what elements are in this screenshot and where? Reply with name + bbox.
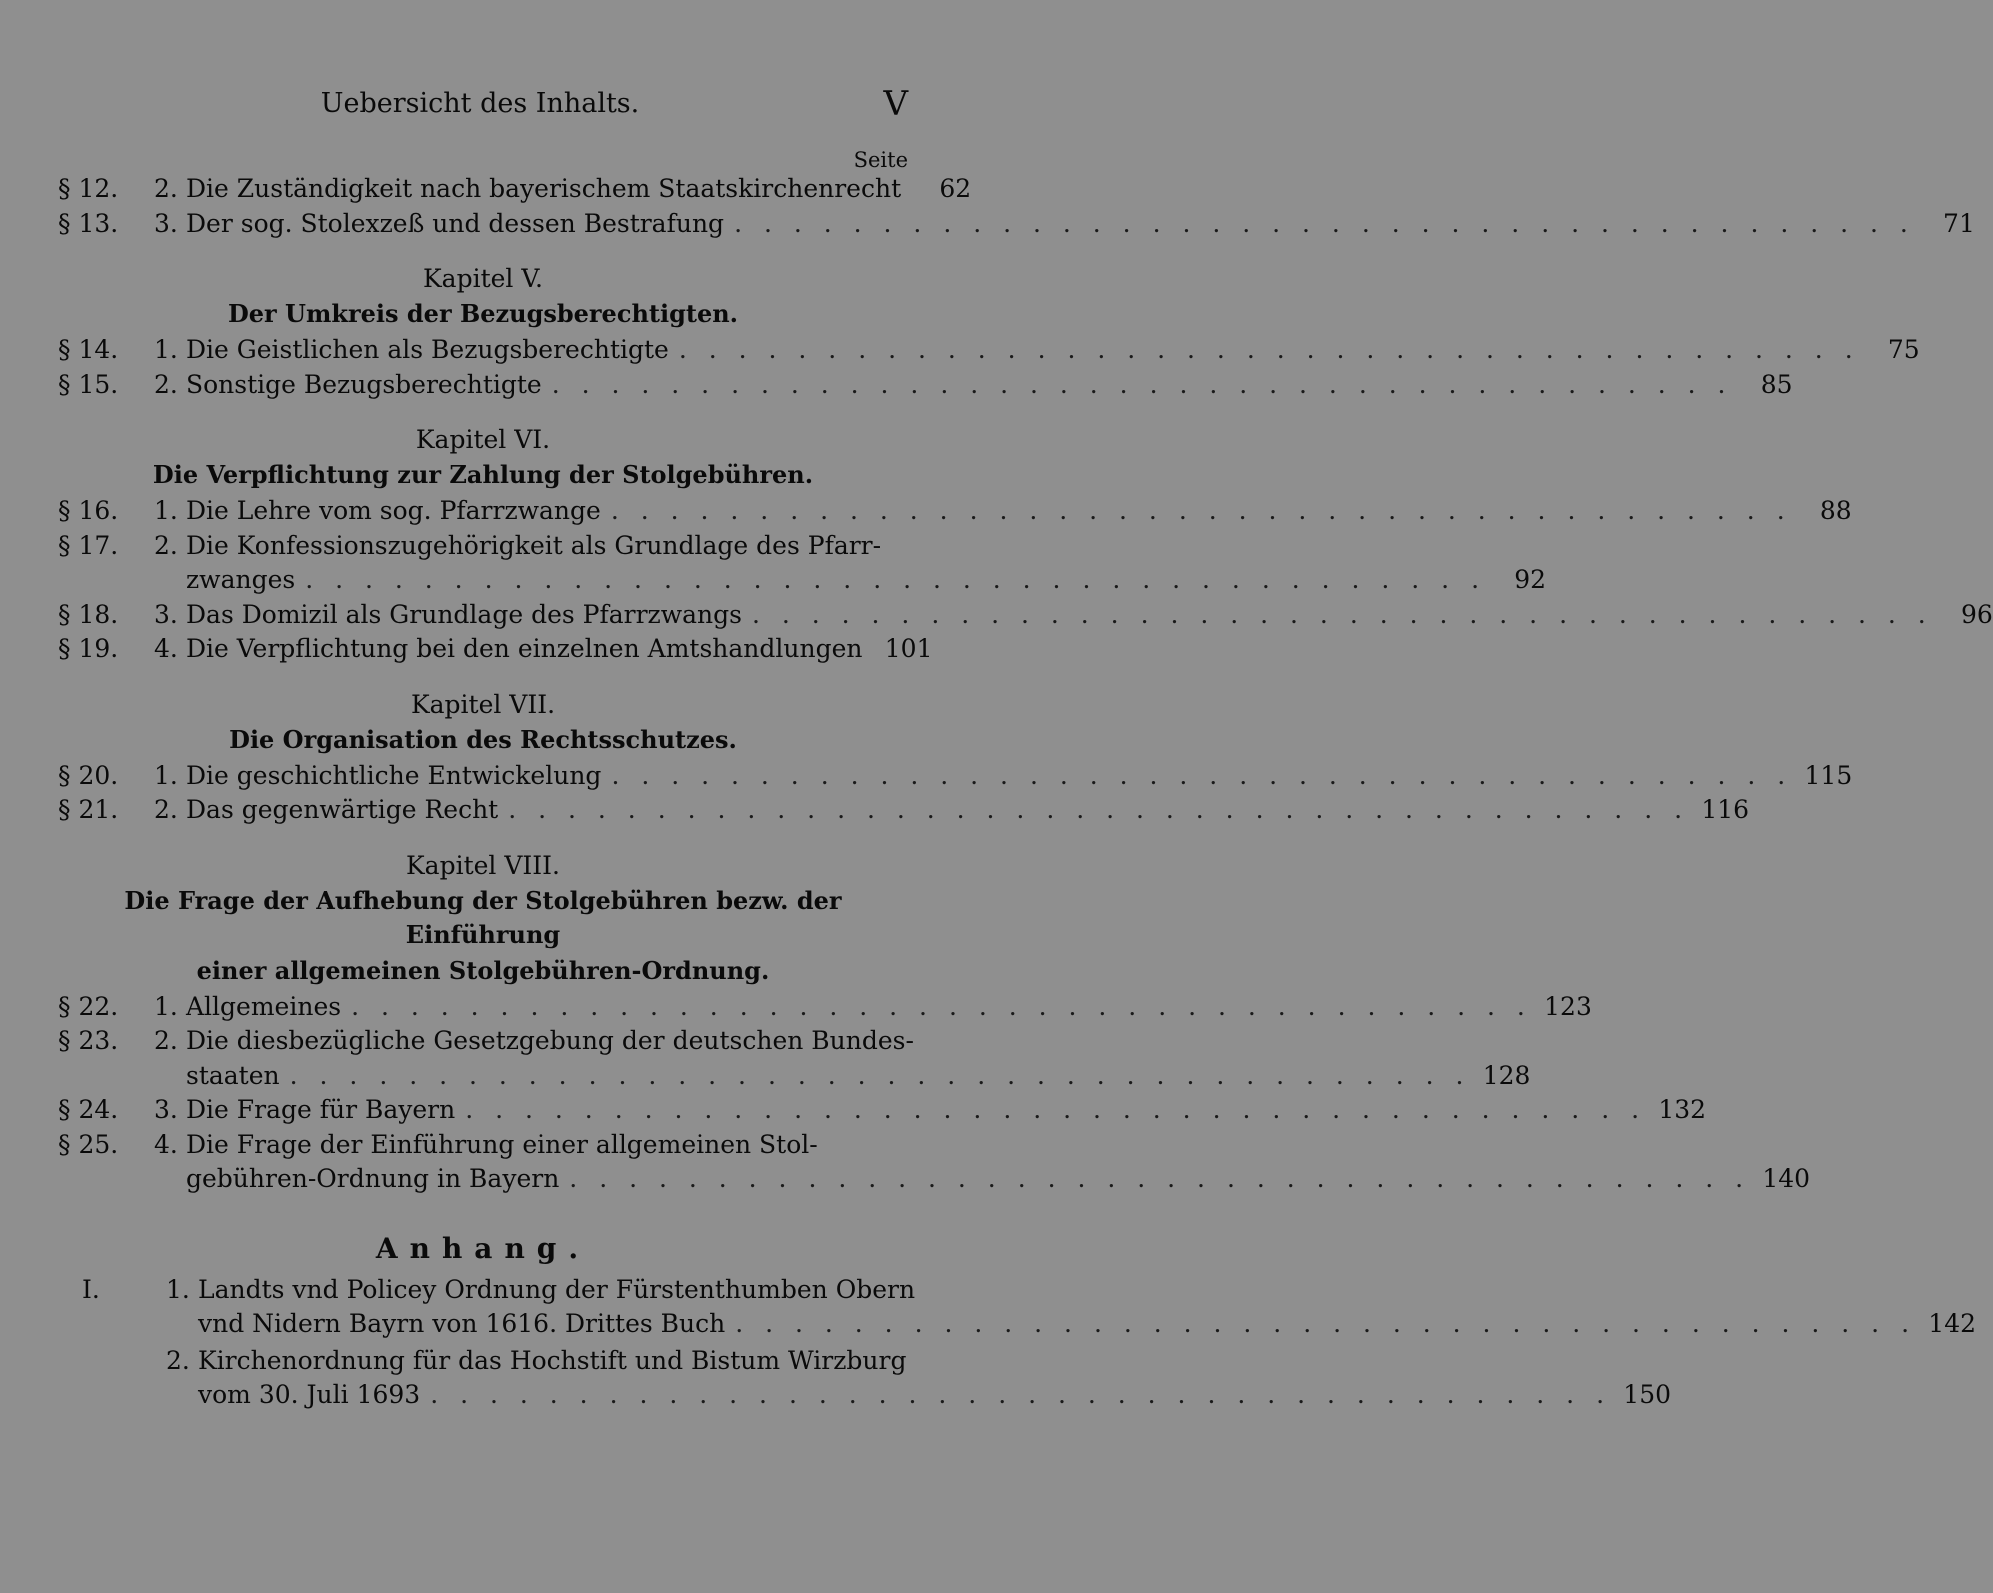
- entry-line: [186, 759, 1853, 794]
- section-number: § 24.: [58, 1095, 119, 1124]
- entry-line: [198, 1344, 908, 1379]
- page-numeral: V: [883, 84, 908, 124]
- entry-title-text: zwanges: [186, 565, 296, 594]
- page-number: 92: [1514, 565, 1547, 594]
- entry-line: [186, 172, 972, 207]
- toc-entry: [58, 990, 1592, 1025]
- toc-entry: [58, 494, 1852, 529]
- item-number: 1.: [166, 1274, 190, 1304]
- entry-title-text: Die Zuständigkeit nach bayerischem Staatskirchenrecht: [186, 174, 902, 203]
- section-number: § 23.: [58, 1026, 119, 1055]
- section-number: § 13.: [58, 208, 119, 238]
- entry-line: [186, 494, 1852, 529]
- entry-line: [186, 368, 1793, 403]
- chapter-title: Die Organisation des Rechtsschutzes.: [229, 724, 737, 754]
- page-number: 75: [1887, 335, 1920, 364]
- dot-leader: . . . . . . . . . . . . . . . . . . . . . . . . . . . . . . . . . . . . . . . .: [569, 1164, 1751, 1193]
- item-number: 2.: [154, 174, 178, 203]
- dot-leader: . . . . . . . . . . . . . . . . . . . . . . . . . . . . . . . . . . . . . . . .: [305, 565, 1487, 594]
- entry-text: [186, 333, 1920, 368]
- item-number: 2.: [166, 1345, 190, 1375]
- item-number: 1.: [154, 335, 178, 364]
- page-number: 96: [1960, 599, 1993, 629]
- section-number: § 14.: [58, 335, 119, 364]
- section-number: § 16.: [58, 496, 119, 525]
- chapter-heading: Kapitel VII.: [410, 689, 556, 719]
- entry-title-text: gebühren-Ordnung in Bayern: [186, 1164, 560, 1193]
- dot-leader: . . . . . . . . . . . . . . . . . . . . . . . . . . . . . . . . . . . . . . . .: [465, 1095, 1647, 1124]
- toc-entry: [58, 632, 933, 667]
- item-number: 4.: [154, 634, 178, 663]
- entry-line: [198, 1378, 1672, 1413]
- entry-text: [186, 1128, 1811, 1197]
- entry-line: [186, 207, 1975, 242]
- seite-label: Seite: [853, 148, 908, 172]
- page-number: 142: [1928, 1309, 1977, 1338]
- entry-title-text: Die Lehre vom sog. Pfarrzwange: [186, 496, 601, 525]
- entry-text: [186, 793, 1750, 828]
- entry-text: [186, 759, 1853, 794]
- appendix-heading: Anhang.: [375, 1231, 591, 1265]
- entry-line: [186, 563, 1547, 598]
- entry-line: [186, 598, 1993, 633]
- entry-line: [186, 793, 1750, 828]
- appendix-entry: [58, 1273, 1977, 1342]
- page-number: 71: [1943, 208, 1975, 238]
- section-number: § 21.: [58, 795, 119, 824]
- entry-text: [186, 1024, 1531, 1093]
- entry-text: [186, 368, 1793, 403]
- dot-leader: . . . . . . . . . . . . . . . . . . . . . . . . . . . . . . . . . . . . . . . .: [678, 335, 1860, 364]
- entry-line: [186, 1128, 908, 1163]
- entry-line: [186, 990, 1592, 1025]
- toc-entry: [58, 598, 1993, 633]
- item-number: 1.: [154, 760, 178, 790]
- entry-title-text: Das gegenwärtige Recht: [186, 795, 499, 824]
- section-number: § 12.: [58, 174, 119, 203]
- section-number: § 15.: [58, 369, 119, 399]
- toc-entry: [58, 333, 1920, 368]
- dot-leader: . . . . . . . . . . . . . . . . . . . . . . . . . . . . . . . . . . . . . . . .: [289, 1060, 1471, 1090]
- dot-leader: . . . . . . . . . . . . . . . . . . . . . . . . . . . . . . . . . . . . . . . .: [735, 1309, 1917, 1338]
- entry-text: [186, 207, 1975, 242]
- chapter-title: Die Verpflichtung zur Zahlung der Stolgebühren.: [152, 460, 814, 489]
- item-number: 1.: [154, 991, 178, 1021]
- dot-leader: . . . . . . . . . . . . . . . . . . . . . . . . . . . . . . . . . . . . . . . .: [751, 599, 1933, 629]
- entry-line: [186, 1162, 1811, 1197]
- toc-entry: [58, 172, 972, 207]
- entry-text: [186, 172, 972, 207]
- entry-text: [186, 529, 1547, 598]
- chapter-heading: Kapitel V.: [423, 264, 543, 293]
- item-number: 2.: [154, 1026, 178, 1055]
- entry-title-text: Die Frage für Bayern: [186, 1095, 456, 1124]
- toc-entry: [58, 1128, 1811, 1197]
- entry-line: [186, 632, 933, 667]
- item-number: 2.: [154, 369, 178, 399]
- page-number: 85: [1760, 369, 1793, 399]
- entry-line: [198, 1307, 1977, 1342]
- entry-title-text: staaten: [186, 1060, 280, 1090]
- page-number: 101: [884, 634, 933, 663]
- page-number: 140: [1762, 1164, 1811, 1193]
- toc-entry: [58, 207, 1975, 242]
- appendix-entry: [58, 1344, 1672, 1413]
- entry-text: [198, 1273, 1977, 1342]
- entry-title-text: Die diesbezügliche Gesetzgebung der deutschen Bundes-: [186, 1026, 914, 1055]
- entry-title-text: Die Verpflichtung bei den einzelnen Amtshandlungen: [186, 634, 863, 663]
- entry-title-text: Der sog. Stolexzeß und dessen Bestrafung: [186, 208, 725, 238]
- item-number: 3.: [154, 1095, 178, 1124]
- section-number: § 25.: [58, 1129, 119, 1159]
- entry-title-text: Allgemeines: [186, 991, 342, 1021]
- appendix-roman-number: I.: [82, 1274, 100, 1304]
- running-head-title: Uebersicht des Inhalts.: [320, 88, 640, 119]
- item-number: 2.: [154, 530, 178, 560]
- toc-entry: [58, 368, 1793, 403]
- toc-entry: [58, 759, 1853, 794]
- entry-line: [198, 1273, 916, 1308]
- dot-leader: . . . . . . . . . . . . . . . . . . . . . . . . . . . . . . . . . . . . . . . .: [430, 1380, 1612, 1409]
- dot-leader: . . . . . . . . . . . . . . . . . . . . . . . . . . . . . . . . . . . . . . . .: [351, 991, 1532, 1021]
- chapter-title: Die Frage der Aufhebung der Stolgebühren bezw. der Einführung: [124, 885, 842, 949]
- entry-title-text: Das Domizil als Grundlage des Pfarrzwangs: [186, 599, 742, 629]
- chapter-heading: Kapitel VIII.: [406, 850, 560, 880]
- page-number: 132: [1658, 1095, 1707, 1124]
- dot-leader: . . . . . . . . . . . . . . . . . . . . . . . . . . . . . . . . . . . . . . . .: [734, 208, 1915, 238]
- toc-entry: [58, 793, 1750, 828]
- entry-title-text: Die Frage der Einführung einer allgemeinen Stol-: [186, 1129, 818, 1159]
- chapter-heading: Kapitel VI.: [415, 425, 551, 454]
- entry-line: [186, 1024, 914, 1059]
- entry-title-text: vom 30. Juli 1693: [198, 1380, 421, 1409]
- item-number: 4.: [154, 1129, 178, 1159]
- section-number: § 17.: [58, 530, 119, 560]
- section-number: § 19.: [58, 634, 119, 663]
- section-number: § 22.: [58, 991, 119, 1021]
- entry-line: [186, 529, 908, 564]
- page-number: 115: [1804, 760, 1853, 790]
- entry-title-text: Kirchenordnung für das Hochstift und Bistum Wirzburg: [198, 1345, 907, 1375]
- entry-title-text: Landts vnd Policey Ordnung der Fürstenthumben Obern: [198, 1274, 916, 1304]
- entry-title-text: Die Konfessionszugehörigkeit als Grundlage des Pfarr-: [186, 530, 882, 560]
- page-number: 62: [939, 174, 972, 203]
- item-number: 3.: [154, 208, 178, 238]
- chapter-title: Der Umkreis der Bezugsberechtigten.: [227, 299, 739, 328]
- entry-text: [186, 632, 933, 667]
- chapter-title: einer allgemeinen Stolgebühren-Ordnung.: [196, 955, 770, 985]
- entry-line: [186, 1093, 1707, 1128]
- item-number: 2.: [154, 795, 178, 824]
- dot-leader: . . . . . . . . . . . . . . . . . . . . . . . . . . . . . . . . . . . . . . . .: [610, 496, 1792, 525]
- entry-text: [186, 494, 1852, 529]
- toc-entry: [58, 529, 1547, 598]
- entry-title-text: Die Geistlichen als Bezugsberechtigte: [186, 335, 669, 364]
- page-number: 88: [1819, 496, 1852, 525]
- entry-title-text: vnd Nidern Bayrn von 1616. Drittes Buch: [198, 1309, 726, 1338]
- section-number: § 18.: [58, 599, 119, 629]
- entry-text: [186, 990, 1592, 1025]
- page-number: 128: [1482, 1060, 1531, 1090]
- item-number: 1.: [154, 496, 178, 525]
- page-number: 150: [1623, 1380, 1672, 1409]
- running-head: [0, 84, 1000, 128]
- toc-entry: [58, 1024, 1531, 1093]
- item-number: 3.: [154, 599, 178, 629]
- section-number: § 20.: [58, 760, 119, 790]
- dot-leader: . . . . . . . . . . . . . . . . . . . . . . . . . . . . . . . . . . . . . . . .: [611, 760, 1793, 790]
- entry-text: [186, 598, 1993, 633]
- entry-title-text: Die geschichtliche Entwickelung: [186, 760, 602, 790]
- entry-title-text: Sonstige Bezugsberechtigte: [186, 369, 542, 399]
- page-number: 116: [1701, 795, 1750, 824]
- entry-line: [186, 333, 1920, 368]
- dot-leader: . . . . . . . . . . . . . . . . . . . . . . . . . . . . . . . . . . . . . . . .: [551, 369, 1733, 399]
- page-number: 123: [1544, 991, 1592, 1021]
- entry-text: [198, 1344, 1672, 1413]
- entry-text: [186, 1093, 1707, 1128]
- toc-entry: [58, 1093, 1707, 1128]
- dot-leader: . . . . . . . . . . . . . . . . . . . . . . . . . . . . . . . . . . . . . . . .: [508, 795, 1690, 824]
- table-of-contents: [58, 172, 1993, 1413]
- entry-line: [186, 1059, 1531, 1094]
